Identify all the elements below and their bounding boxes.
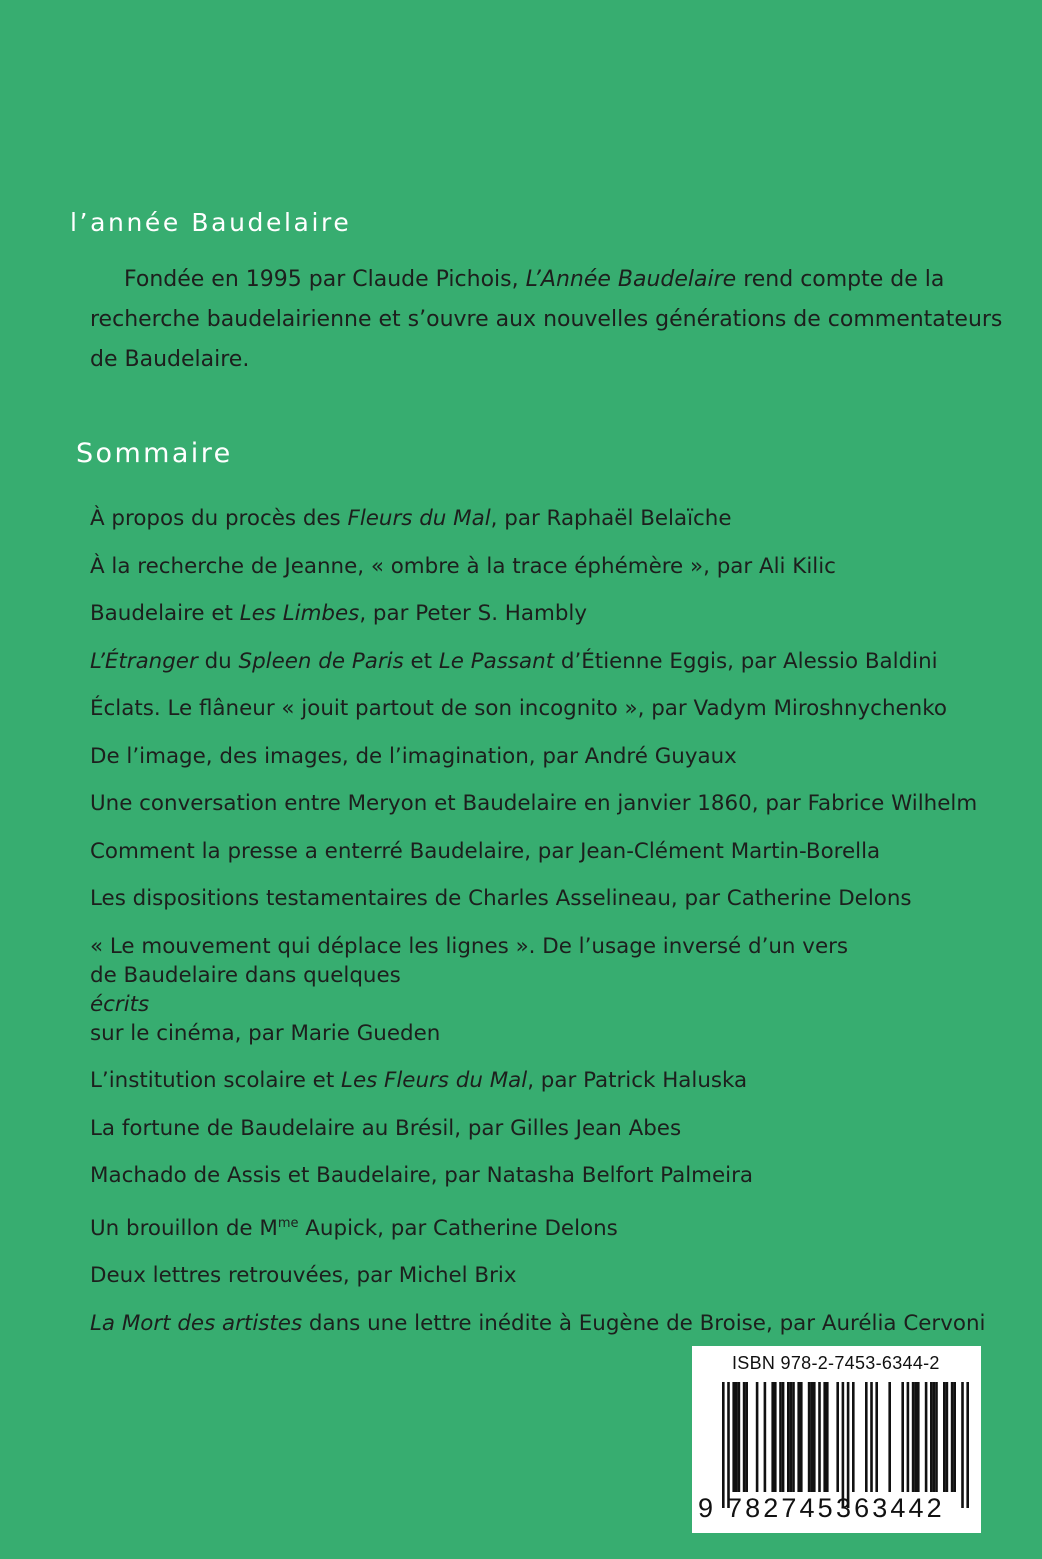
barcode-bar	[901, 1382, 904, 1492]
barcode-bar	[743, 1382, 746, 1492]
intro-text-1: Fondée en 1995 par Claude Pichois,	[124, 267, 526, 292]
isbn-label: ISBN 978-2-7453-6344-2	[732, 1353, 940, 1373]
barcode-bar	[735, 1382, 738, 1492]
barcode-bar	[810, 1382, 813, 1492]
barcode-bar	[847, 1382, 850, 1508]
barcode-bar	[953, 1382, 956, 1492]
barcode-bar	[875, 1382, 878, 1492]
barcode-bar	[951, 1382, 954, 1492]
toc-entry: À propos du procès des Fleurs du Mal, par Raphaël Belaïche	[90, 506, 732, 531]
barcode-bar	[792, 1382, 795, 1492]
barcode-bar	[782, 1382, 785, 1492]
barcode-bar	[907, 1382, 910, 1492]
toc-entry: À la recherche de Jeanne, « ombre à la trace éphémère », par Ali Kilic	[90, 553, 836, 579]
toc-entry: Machado de Assis et Baudelaire, par Natasha Belfort Palmeira	[90, 1163, 754, 1188]
barcode-bar	[826, 1382, 829, 1492]
barcode-bar	[745, 1382, 748, 1492]
barcode-bar	[870, 1382, 873, 1492]
barcode-bar	[842, 1382, 845, 1508]
toc-entry: Comment la presse a enterré Baudelaire, par Jean-Clément Martin-Borella	[90, 838, 881, 864]
barcode-bar	[925, 1382, 928, 1492]
toc-entry: Un brouillon de $M^{me}$ Aupick, par Catherine Delons	[90, 1215, 618, 1241]
barcode-bar	[912, 1382, 915, 1492]
toc-entry: L’Étranger du Spleen de Paris et Le Passant d’Étienne Eggis, par Alessio Baldini	[90, 648, 938, 674]
toc-entry: De l’image, des images, de l’imagination, par André Guyaux	[90, 743, 737, 769]
table-of-contents	[90, 504, 1020, 1356]
barcode-bar	[836, 1382, 839, 1492]
barcode-digits-left: 782745	[727, 1493, 836, 1523]
barcode-bar	[818, 1382, 821, 1492]
barcode-bar	[917, 1382, 920, 1492]
toc-entry: Une conversation entre Meryon et Baudelaire en janvier 1860, par Fabrice Wilhelm	[90, 791, 978, 816]
barcode-bar	[808, 1382, 811, 1492]
toc-entry: Éclats. Le flâneur « jouit partout de son incognito », par Vadym Miroshnychenko	[90, 696, 947, 721]
barcode-bar	[771, 1382, 774, 1492]
series-title: l’année Baudelaire	[70, 208, 352, 237]
barcode-bar	[930, 1382, 933, 1492]
toc-entry: L’institution scolaire et Les Fleurs du Mal, par Patrick Haluska	[90, 1068, 748, 1093]
barcode-bar	[961, 1382, 964, 1508]
toc-entry: Les dispositions testamentaires de Charles Asselineau, par Catherine Delons	[90, 886, 912, 911]
barcode-bar	[813, 1382, 816, 1492]
barcode-bar	[779, 1382, 782, 1492]
barcode-bar	[946, 1382, 949, 1492]
barcode-bar	[888, 1382, 891, 1492]
isbn-barcode	[692, 1346, 981, 1533]
barcode-bar	[933, 1382, 936, 1492]
barcode-bar	[727, 1382, 730, 1508]
toc-entry: Baudelaire et Les Limbes, par Peter S. Hambly	[90, 601, 588, 626]
barcode-bar	[787, 1382, 790, 1492]
barcode-bar	[722, 1382, 725, 1508]
intro-journal-title: L’Année Baudelaire	[525, 267, 737, 292]
toc-entry: La Mort des artistes dans une lettre inédite à Eugène de Broise, par Aurélia Cervoni	[90, 1310, 986, 1336]
toc-entry: « Le mouvement qui déplace les lignes ». De l’usage inversé d’un vers de Baudelaire dans quelques écrits sur le cinéma, par Marie Gueden	[90, 933, 849, 1046]
barcode-bar	[756, 1382, 759, 1492]
barcode-digits-right: 363442	[836, 1493, 945, 1523]
intro-text-2: rend compte de la recherche baudelairienne et s’ouvre aux nouvelles générations de commentateurs de Baudelaire.	[90, 267, 1003, 372]
barcode-bar	[738, 1382, 741, 1492]
toc-heading: Sommaire	[76, 438, 233, 469]
barcode-bar	[800, 1382, 803, 1492]
barcode-bar	[823, 1382, 826, 1492]
barcode-bar	[935, 1382, 938, 1492]
barcode-bar	[914, 1382, 917, 1492]
barcode-bar	[774, 1382, 777, 1492]
toc-entry: La fortune de Baudelaire au Brésil, par Gilles Jean Abes	[90, 1115, 682, 1141]
barcode-bar	[943, 1382, 946, 1492]
toc-entry: Deux lettres retrouvées, par Michel Brix	[90, 1263, 517, 1288]
barcode-bar	[852, 1382, 855, 1492]
barcode-bar	[790, 1382, 793, 1492]
intro-paragraph	[90, 260, 1010, 380]
barcode-bar	[732, 1382, 735, 1492]
barcode-bar	[764, 1382, 767, 1492]
barcode-bar	[865, 1382, 868, 1492]
barcode-bar	[797, 1382, 800, 1492]
barcode-digit-first: 9	[698, 1493, 714, 1523]
barcode-bar	[966, 1382, 969, 1508]
